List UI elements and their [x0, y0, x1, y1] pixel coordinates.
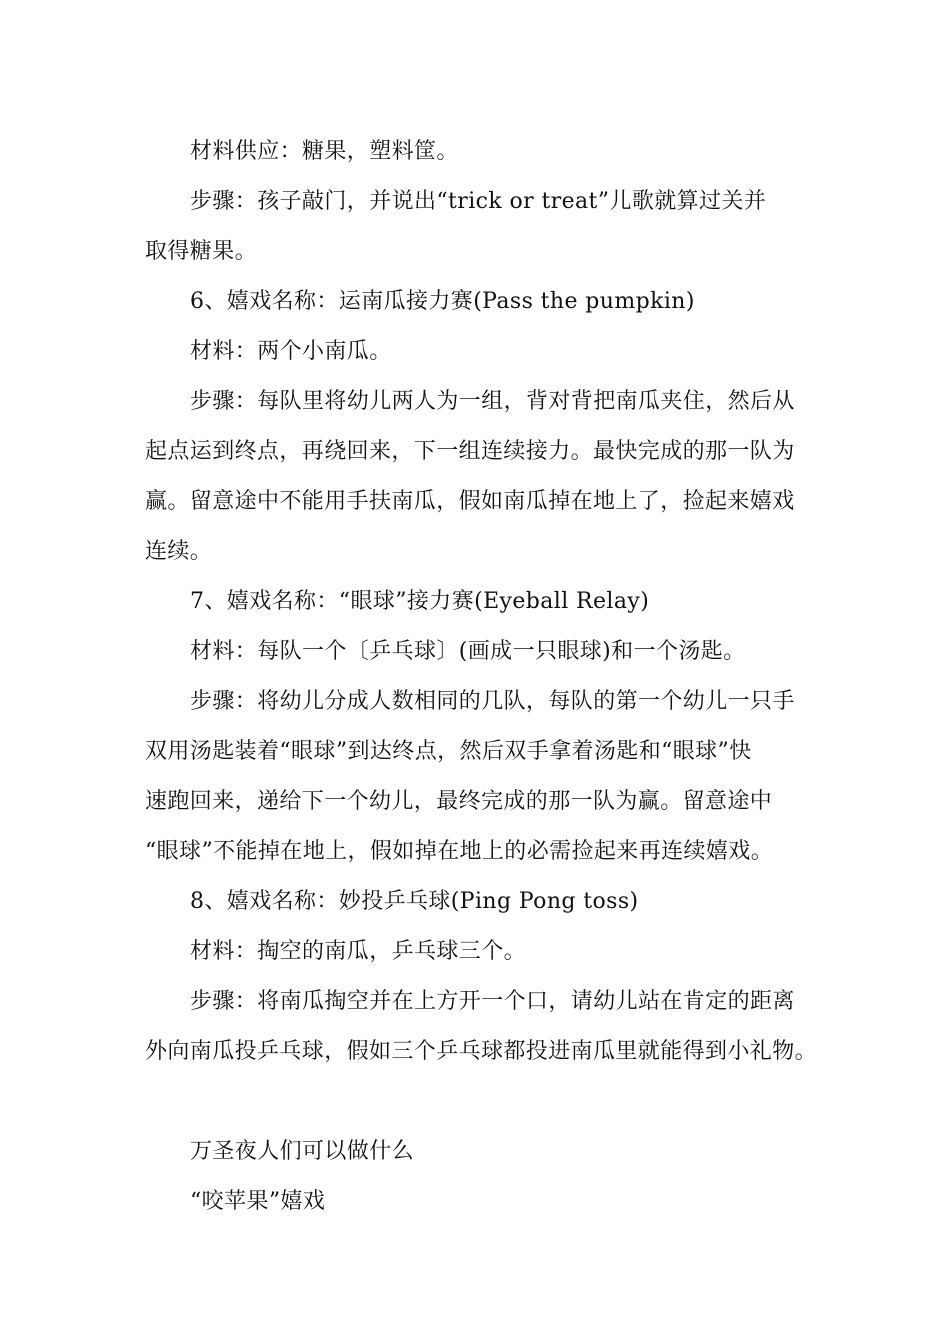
section-title: 万圣夜人们可以做什么 — [190, 1139, 415, 1164]
paragraph-line: 步骤：将幼儿分成人数相同的几队，每队的第一个幼儿一只手 — [190, 689, 795, 714]
paragraph-line: 材料：掏空的南瓜，乒乓球三个。 — [190, 939, 527, 964]
section-heading: 6、嬉戏名称：运南瓜接力赛(Pass the pumpkin) — [190, 289, 695, 314]
paragraph-line: 起点运到终点，再绕回来，下一组连续接力。最快完成的那一队为 — [145, 439, 795, 464]
paragraph-line: 外向南瓜投乒乓球，假如三个乒乓球都投进南瓜里就能得到小礼物。 — [145, 1039, 818, 1064]
paragraph-line: 材料：每队一个〔乒乓球〕(画成一只眼球)和一个汤匙。 — [190, 639, 746, 664]
paragraph-line: 步骤：每队里将幼儿两人为一组，背对背把南瓜夹住，然后从 — [190, 389, 795, 414]
paragraph-line: 速跑回来，递给下一个幼儿，最终完成的那一队为赢。留意途中 — [145, 789, 773, 814]
section-heading: 8、嬉戏名称：妙投乒乓球(Ping Pong toss) — [190, 889, 639, 914]
paragraph-line: “眼球”不能掉在地上，假如掉在地上的必需捡起来再连续嬉戏。 — [145, 839, 774, 864]
paragraph-line: 双用汤匙装着“眼球”到达终点，然后双手拿着汤匙和“眼球”快 — [145, 739, 752, 764]
subsection-title: “咬苹果”嬉戏 — [190, 1189, 326, 1214]
paragraph-line: 取得糖果。 — [145, 239, 258, 264]
paragraph-line: 连续。 — [145, 539, 213, 564]
paragraph-line: 材料供应：糖果，塑料筐。 — [190, 139, 459, 164]
paragraph-line: 步骤：孩子敲门，并说出“trick or treat”儿歌就算过关并 — [190, 189, 767, 214]
paragraph-line: 赢。留意途中不能用手扶南瓜，假如南瓜掉在地上了，捡起来嬉戏 — [145, 489, 795, 514]
paragraph-line: 材料：两个小南瓜。 — [190, 339, 392, 364]
paragraph-line: 步骤：将南瓜掏空并在上方开一个口，请幼儿站在肯定的距离 — [190, 989, 795, 1014]
section-heading: 7、嬉戏名称：“眼球”接力赛(Eyeball Relay) — [190, 589, 650, 614]
